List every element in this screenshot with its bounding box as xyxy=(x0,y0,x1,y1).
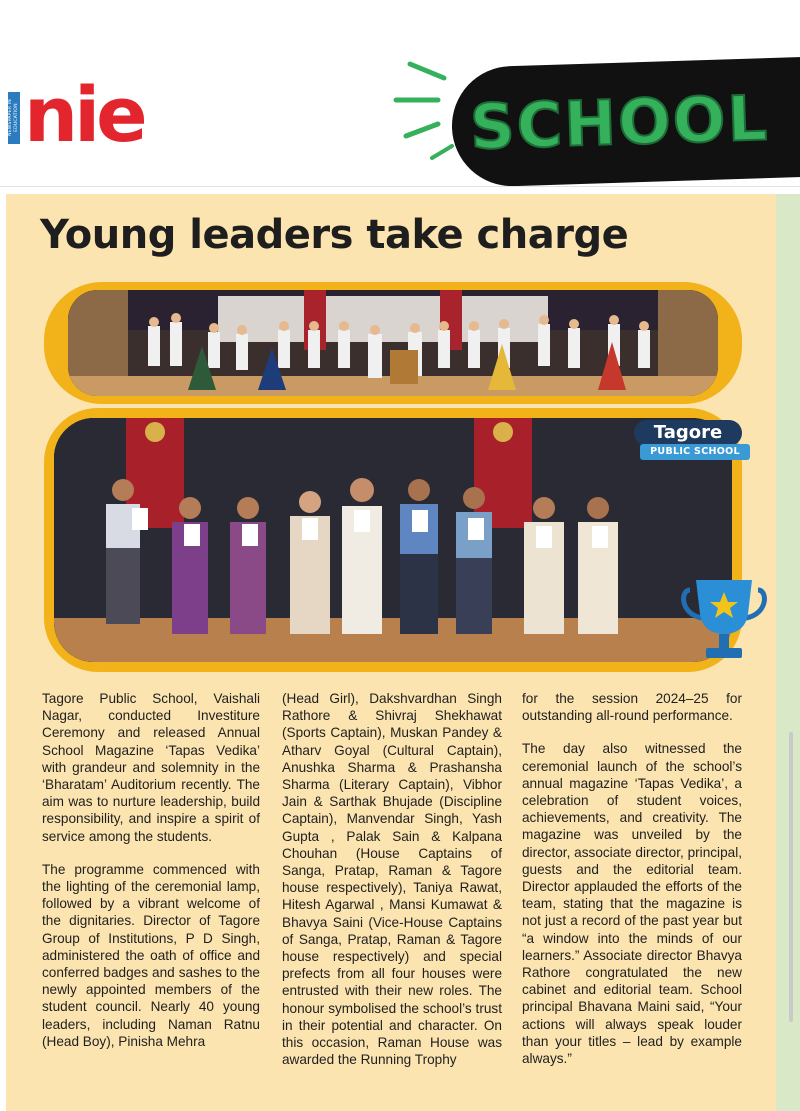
badge-school-name: Tagore xyxy=(634,420,742,446)
scrollbar[interactable] xyxy=(789,732,793,1022)
adjacent-article-strip xyxy=(776,194,800,1111)
article-column-1 xyxy=(42,690,260,1066)
badge-subtitle: PUBLIC SCHOOL xyxy=(640,444,750,460)
article-column-3 xyxy=(522,690,742,1083)
article-column-2 xyxy=(282,690,502,1084)
headline: Young leaders take charge xyxy=(40,212,629,258)
article-paragraph: for the session 2024–25 for outstanding all-round performance. xyxy=(522,691,742,724)
school-logo-badge xyxy=(634,420,742,464)
trophy-star-icon xyxy=(680,570,768,666)
school-banner-text: SCHOOL xyxy=(468,81,771,164)
article-paragraph: Tagore Public School, Vaishali Nagar, conducted Investiture Ceremony and released Annual School Magazine ‘Tapas Vedika’ with grandeur and solemnity in the ‘Bharatam’ Auditorium recently. The aim was to nurture leadership, build responsibility, and inspire a spirit of service among the students. xyxy=(42,691,260,844)
nie-logo: nie xyxy=(24,70,144,159)
article-paragraph: (Head Girl), Dakshvardhan Singh Rathore & Shivraj Shekhawat (Sports Captain), Muskan Pandey & Atharv Goyal (Cultural Captain), Anushka Sharma & Prashansha Sharma (Literary Captain), Vibhor Jain & Sarthak Bhujade (Discipline Captain), Manvendar Singh, Yash Gupta , Palak Sain & Kalpana Chouhan (House Captains of Sanga, Pratap, Raman & Tagore house respectively), Taniya Rawat, Hitesh Agarwal , Mansi Kumawat & Bhavya Saini (Vice-House Captains of Sanga, Pratap, Raman & Tagore house respectively) and special prefects from all four houses were entrusted with their new roles. The honour symbolised the school’s trust in their potential and character. On this occasion, Raman House was awarded the Running Trophy xyxy=(282,691,502,1068)
stage-students-photo xyxy=(68,290,718,396)
article-paragraph: The day also witnessed the ceremonial launch of the school’s annual magazine ‘Tapas Vedika’, a celebration of student voices, achievements, and creativity. The magazine was unveiled by the director, associate director, principal, guests and the editorial team. Director applauded the efforts of the team, stating that the magazine is not just a record of the past year but “a window into the minds of our learners.” Associate director Bhavya Rathore congratulated the new cabinet and editorial team. School principal Bhavana Maini said, “Your actions will always speak louder than your titles – lead by example always.” xyxy=(522,741,742,1067)
header-divider xyxy=(0,186,800,187)
nie-vertical-label: NEWSPAPER IN EDUCATION xyxy=(8,92,20,144)
article-paragraph: The programme commenced with the lighting of the ceremonial lamp, followed by a vibrant welcome of the dignitaries. Director of Tagore Group of Institutions, P D Singh, administered the oath of office and conferred badges and sashes to the newly appointed members of the student council. Nearly 40 young leaders, including Naman Ratnu (Head Boy), Pinisha Mehra xyxy=(42,861,260,1049)
magazine-launch-photo xyxy=(54,418,732,662)
page-header xyxy=(0,0,800,190)
accent-dashes-icon xyxy=(392,58,462,168)
